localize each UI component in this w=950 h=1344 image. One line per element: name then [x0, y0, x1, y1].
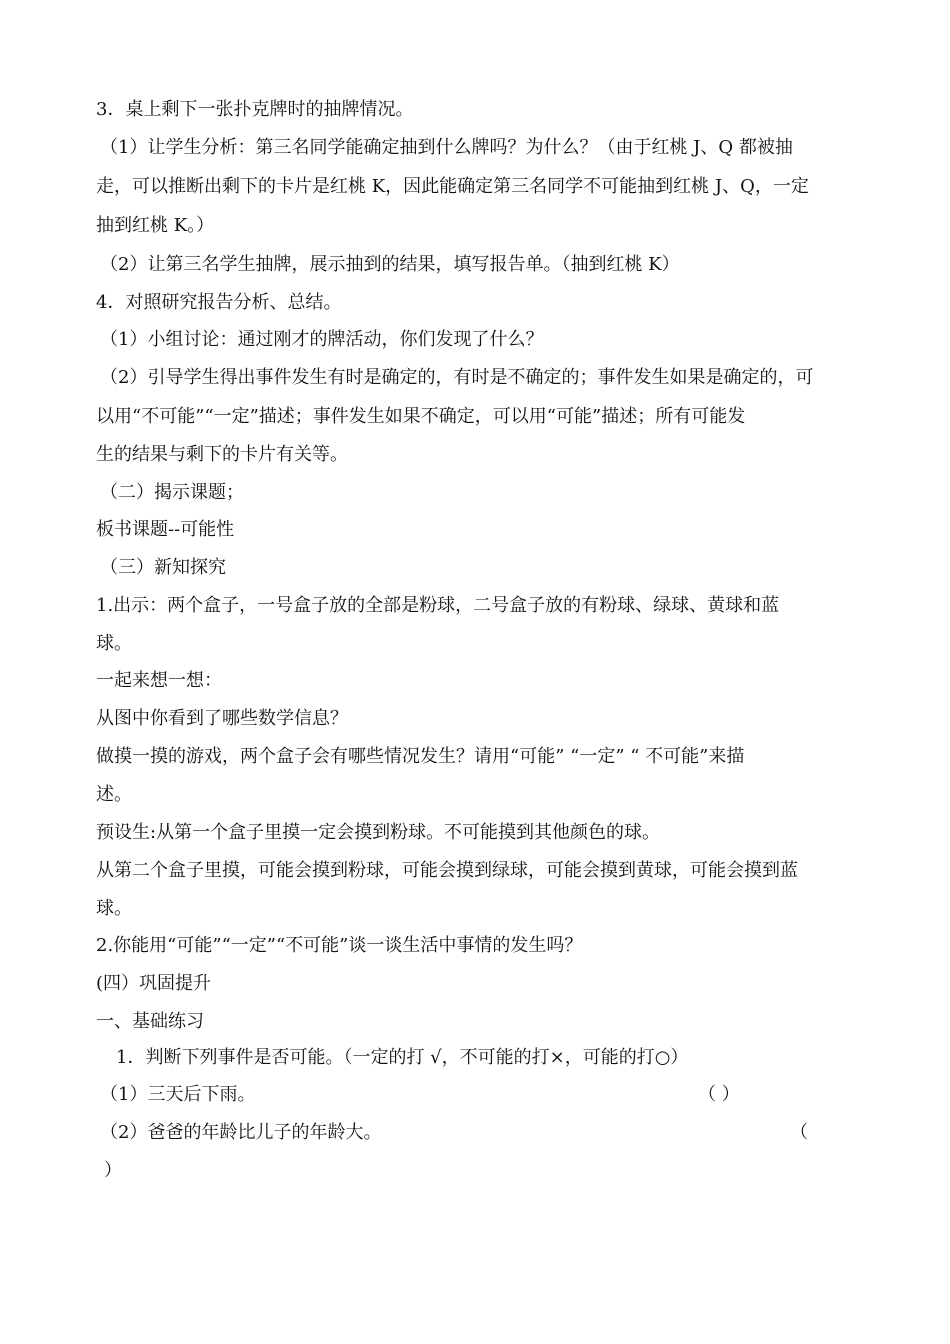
answer-blank-open[interactable]: （: [790, 1122, 808, 1143]
answer-blank-close: ）: [104, 1160, 122, 1181]
section-heading: (四）巩固提升: [96, 973, 212, 994]
paragraph-line: 从图中你看到了哪些数学信息？: [96, 708, 348, 729]
section-heading: （二）揭示课题；: [100, 482, 244, 503]
paragraph-line: 1.出示：两个盒子，一号盒子放的全部是粉球，二号盒子放的有粉球、绿球、黄球和蓝: [96, 595, 780, 616]
paragraph-line: 从第二个盒子里摸，可能会摸到粉球，可能会摸到绿球，可能会摸到黄球，可能会摸到蓝: [96, 860, 798, 881]
paragraph-line: 2.你能用“可能”“一定”“不可能”谈一谈生活中事情的发生吗？: [96, 935, 583, 956]
paragraph-line: 预设生:从第一个盒子里摸一定会摸到粉球。不可能摸到其他颜色的球。: [96, 822, 661, 843]
paragraph-line: 生的结果与剩下的卡片有关等。: [96, 444, 348, 465]
answer-blank[interactable]: （ ）: [698, 1084, 740, 1105]
paragraph-line: 做摸一摸的游戏，两个盒子会有哪些情况发生？请用“可能” “一定” “ 不可能”来描: [96, 746, 745, 767]
paragraph-line: 抽到红桃 K。）: [96, 215, 215, 236]
paragraph-line: 板书课题--可能性: [96, 519, 235, 540]
paragraph-line: （1）让学生分析：第三名同学能确定抽到什么牌吗？为什么？（由于红桃 J、Q 都被抽: [100, 137, 793, 158]
paragraph-line: 以用“不可能”“一定”描述；事件发生如果不确定，可以用“可能”描述；所有可能发: [96, 406, 746, 427]
exercise-item: （2）爸爸的年龄比儿子的年龄大。: [100, 1122, 382, 1143]
paragraph-line: 一起来想一想：: [96, 670, 222, 691]
section-heading: （三）新知探究: [100, 557, 226, 578]
heading-4: 4．对照研究报告分析、总结。: [96, 292, 342, 313]
paragraph-line: （1）小组讨论：通过刚才的牌活动，你们发现了什么？: [100, 329, 544, 350]
paragraph-line: 球。: [96, 633, 132, 654]
heading-3: 3．桌上剩下一张扑克牌时的抽牌情况。: [96, 99, 414, 120]
paragraph-line: 述。: [96, 784, 132, 805]
exercise-instruction: 1．判断下列事件是否可能。（一定的打 √，不可能的打×，可能的打○）: [116, 1047, 689, 1068]
paragraph-line: 球。: [96, 898, 132, 919]
section-heading: 一、基础练习: [96, 1011, 204, 1032]
paragraph-line: （2）让第三名学生抽牌，展示抽到的结果，填写报告单。（抽到红桃 K）: [100, 254, 680, 275]
paragraph-line: 走，可以推断出剩下的卡片是红桃 K，因此能确定第三名同学不可能抽到红桃 J、Q，一定: [96, 176, 809, 197]
paragraph-line: （2）引导学生得出事件发生有时是确定的，有时是不确定的；事件发生如果是确定的，可: [100, 367, 814, 388]
exercise-item: （1）三天后下雨。: [100, 1084, 256, 1105]
